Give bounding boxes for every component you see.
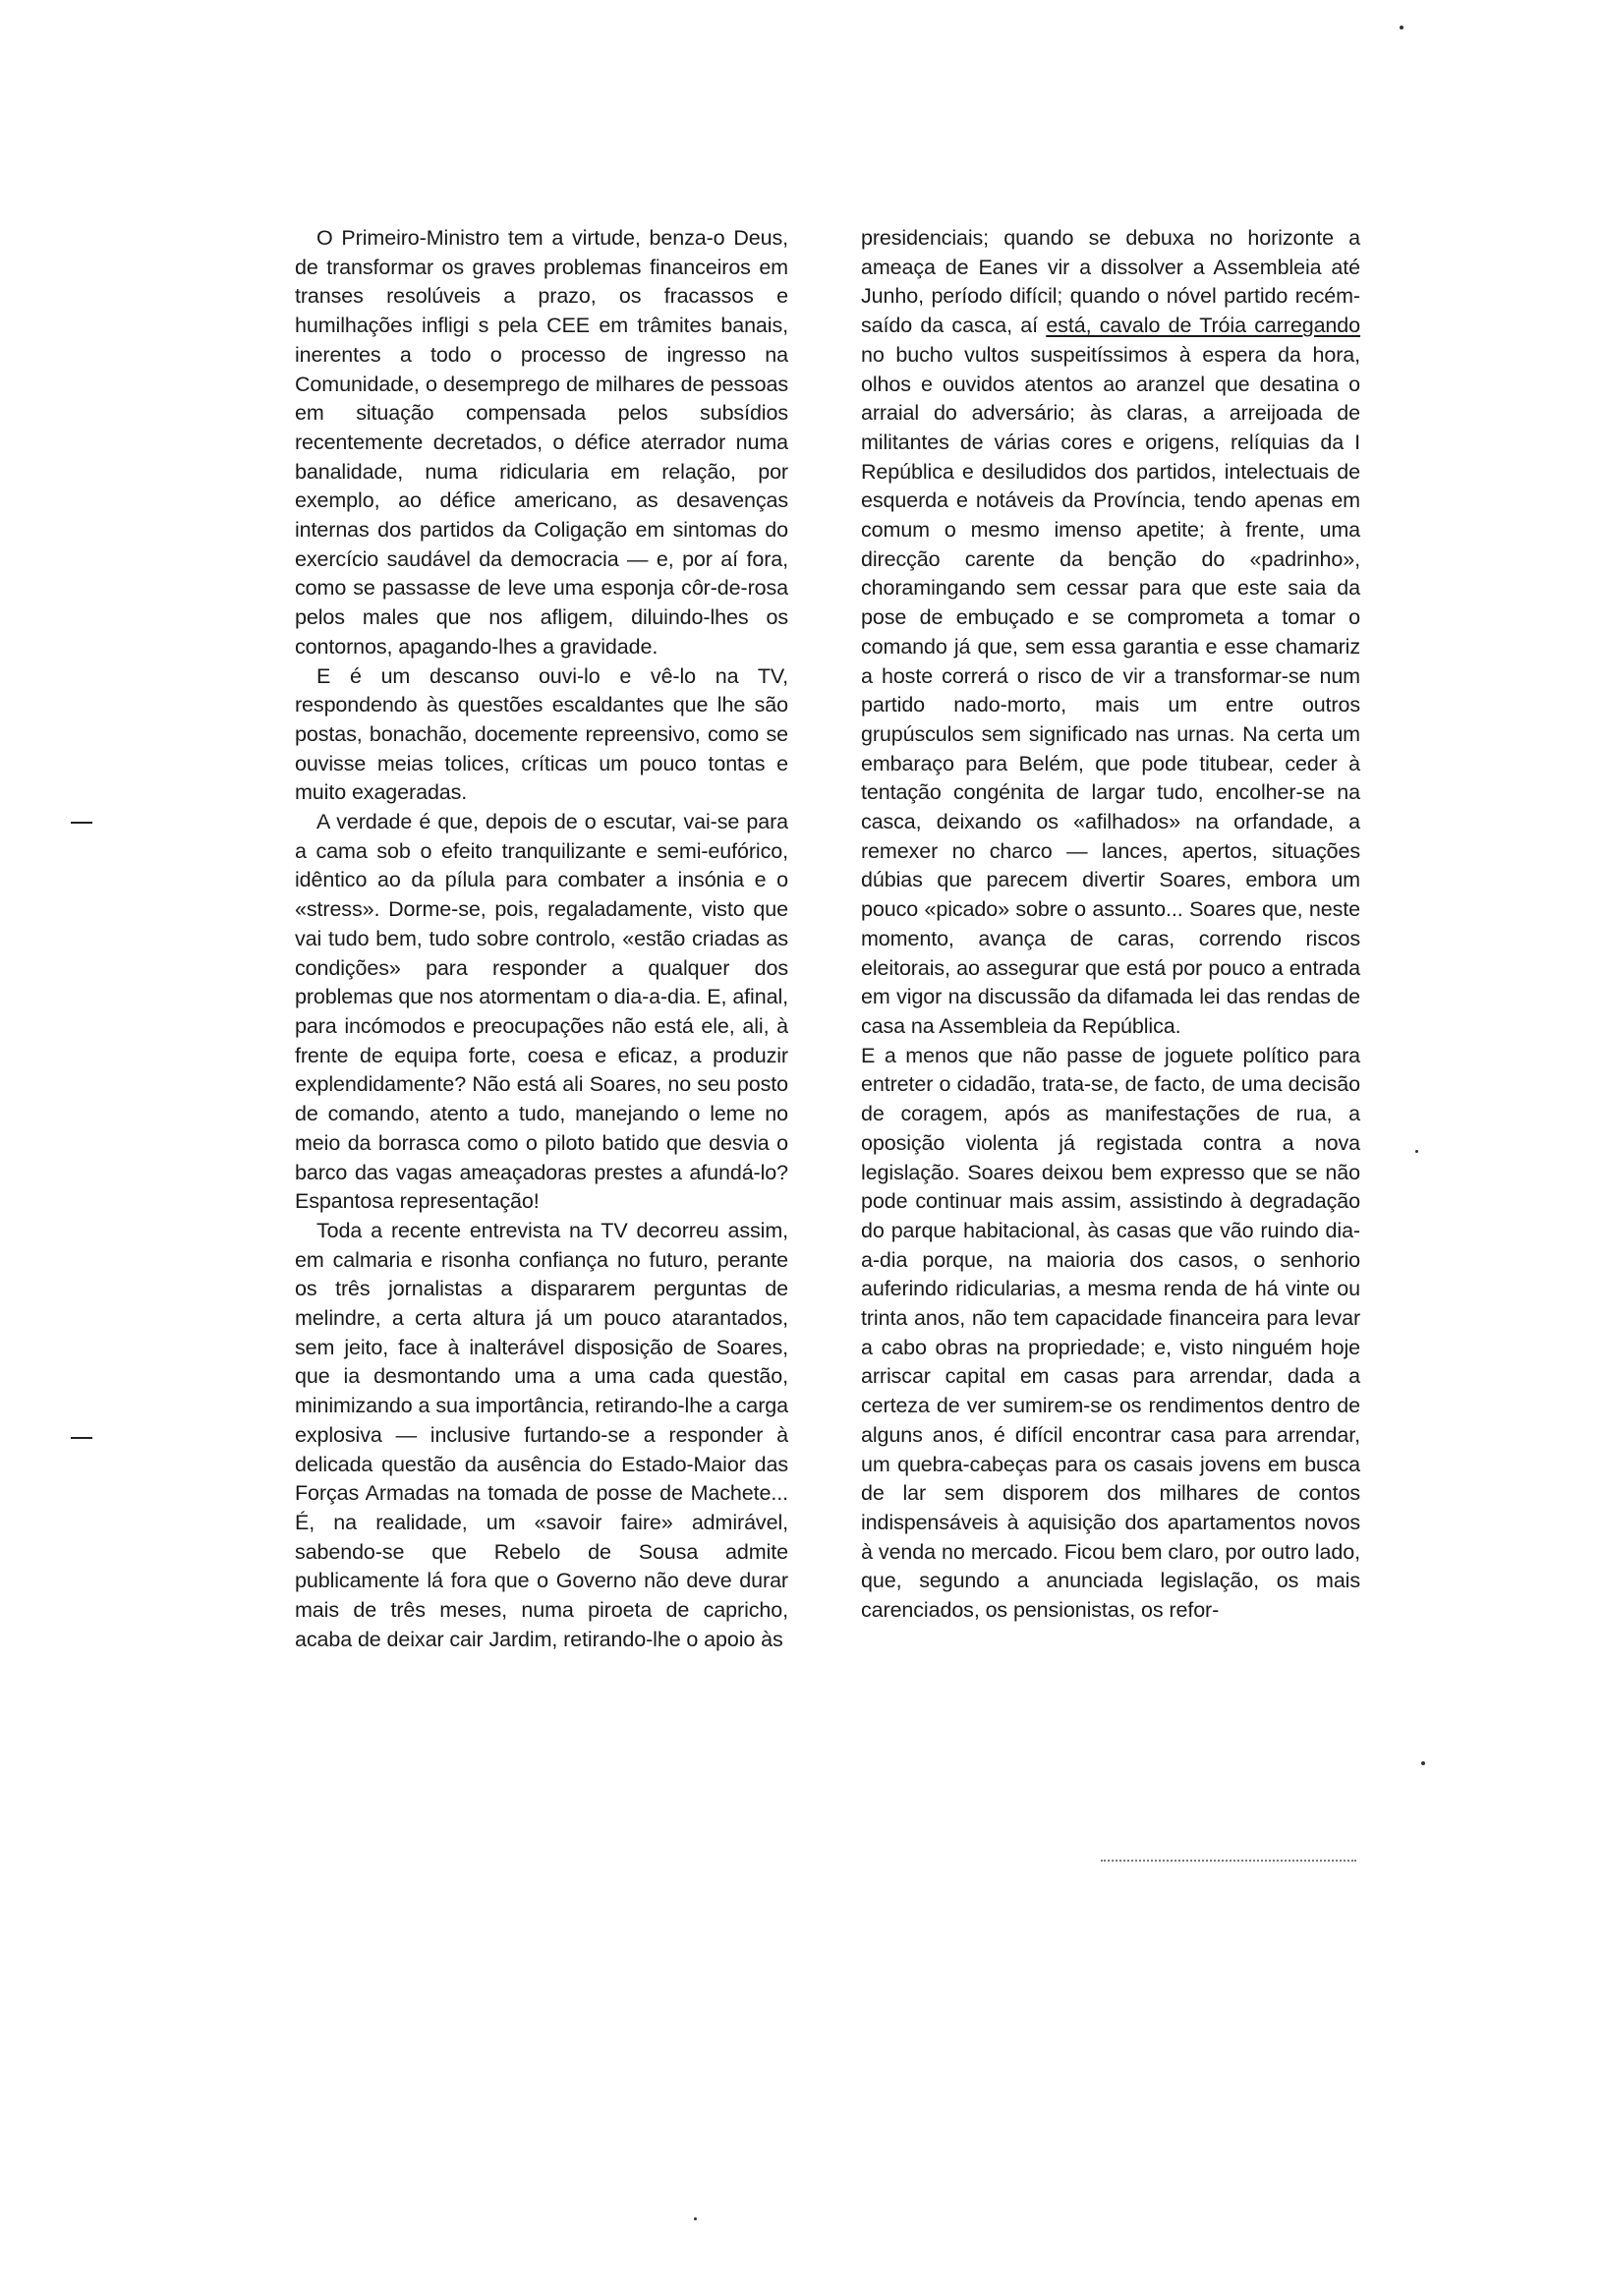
- margin-mark: [71, 1437, 92, 1439]
- right-column: [861, 224, 1360, 1626]
- scan-speck: [1400, 26, 1404, 29]
- paragraph: A verdade é que, depois de o escutar, vai-se para a cama sob o efeito tranquilizante e semi-eufórico, idêntico ao da pílula para combater a insónia e o «stress». Dorme-se, pois, regaladamente, visto que vai tudo bem, tudo sobre controlo, «estão criadas as condições» para responder a qualquer dos problemas que nos atormentam o dia-a-dia. E, afinal, para incómodos e preocupações não está ele, ali, à frente de equipa forte, coesa e eficaz, a produzir explendidamente? Não está ali Soares, no seu posto de comando, atento a tudo, manejando o leme no meio da borrasca como o piloto batido que desvia o barco das vagas ameaçadoras prestes a afundá-lo? Espantosa representação!: [295, 810, 788, 1214]
- paragraph: O Primeiro-Ministro tem a virtude, benza-o Deus, de transformar os graves problemas financeiros em transes resolúveis a prazo, os fracassos e humilhações infligi s pela CEE em trâmites banais, inerentes a todo o processo de ingresso na Comunidade, o desemprego de milhares de pessoas em situação compensada pelos subsídios recentemente decretados, o défice aterrador numa banalidade, numa ridicularia em relação, por exemplo, ao défice americano, as desavenças internas dos partidos da Coligação em sintomas do exercício saudável da democracia — e, por aí fora, como se passasse de leve uma esponja côr-de-rosa pelos males que nos afligem, diluindo-lhes os contornos, apagando-lhes a gravidade.: [295, 226, 788, 659]
- paragraph: Toda a recente entrevista na TV decorreu assim, em calmaria e risonha confiança no futuro, perante os três jornalistas a dispararem perguntas de melindre, a certa altura já um pouco atarantados, sem jeito, face à inalterável disposição de Soares, que ia desmontando uma a uma cada questão, minimizando a sua importância, retirando-lhe a carga explosiva — inclusive furtando-se a responder à delicada questão da ausência do Estado-Maior das Forças Armadas na tomada de posse de Machete... É, na realidade, um «savoir faire» admirável, sabendo-se que Rebelo de Sousa admite publicamente lá fora que o Governo não deve durar mais de três meses, numa piroeta de capricho, acaba de deixar cair Jardim, retirando-lhe o apoio às: [295, 1218, 788, 1651]
- paragraph-text: no bucho vultos suspeitíssimos à espera da hora, olhos e ouvidos atentos ao aranzel que desatina o arraial do adversário; às claras, a arreijoada de militantes de várias cores e origens, relíquias da I República e desiludidos dos partidos, intelectuais de esquerda e notáveis da Província, tendo apenas em comum o mesmo imenso apetite; à frente, uma direcção carente da benção do «padrinho», choramingando sem cessar para que este saia da pose de embuçado e se comprometa a tomar o comando já que, sem essa garantia e esse chamariz a hoste correrá o risco de vir a transformar-se num partido nado-morto, mais um entre outros grupúsculos sem significado nas urnas. Na certa um embaraço para Belém, que pode titubear, ceder à tentação congénita de largar tudo, encolher-se na casca, deixando os «afilhados» na orfandade, a remexer no charco — lances, apertos, situações dúbias que parecem divertir Soares, embora um pouco «picado» sobre o assunto... Soares que, neste momento, avança de caras, correndo riscos eleitorais, ao assegurar que está por pouco a entrada em vigor na discussão da difamada lei das rendas de casa na Assembleia da República.: [861, 342, 1360, 1038]
- underlined-phrase: está, cavalo de Tróia carregando: [1046, 314, 1361, 338]
- scan-speck: [1415, 1150, 1418, 1153]
- paragraph: E a menos que não passe de joguete político para entreter o cidadão, trata-se, de facto, de uma decisão de coragem, após as manifestações de rua, a oposição violenta já registada contra a nova legislação. Soares deixou bem expresso que se não pode continuar mais assim, assistindo à degradação do parque habitacional, às casas que vão ruindo dia-a-dia porque, na maioria dos casos, o senhorio auferindo ridicularias, a mesma renda de há vinte ou trinta anos, não tem capacidade financeira para levar a cabo obras na propriedade; e, visto ninguém hoje arriscar capital em casas para arrendar, dada a certeza de ver sumirem-se os rendimentos dentro de alguns anos, é difícil encontrar casa para arrendar, um quebra-cabeças para os casais jovens em busca de lar sem disporem dos milhares de contos indispensáveis à aquisição dos apartamentos novos à venda no mercado. Ficou bem claro, por outro lado, que, segundo a anunciada legislação, os mais carenciados, os pensionistas, os refor-: [861, 1043, 1360, 1623]
- scan-speck: [694, 2217, 697, 2220]
- paragraph: E é um descanso ouvi-lo e vê-lo na TV, respondendo às questões escaldantes que lhe são postas, bonachão, docemente repreensivo, como se ouvisse meias tolices, críticas um pouco tontas e muito exageradas.: [295, 663, 788, 805]
- paragraph-text: presidenciais; quando se debuxa no horizonte a ameaça de Eanes vir a dissolver a Assembleia até Junho, período difícil; quando o nóvel partido recém-saído da casca, aí: [861, 226, 1360, 338]
- scan-speck: [1421, 1761, 1425, 1765]
- footer-rule: [1101, 1860, 1356, 1862]
- left-column: [295, 224, 788, 1654]
- paragraph: [861, 224, 1360, 1042]
- margin-mark: [71, 822, 92, 824]
